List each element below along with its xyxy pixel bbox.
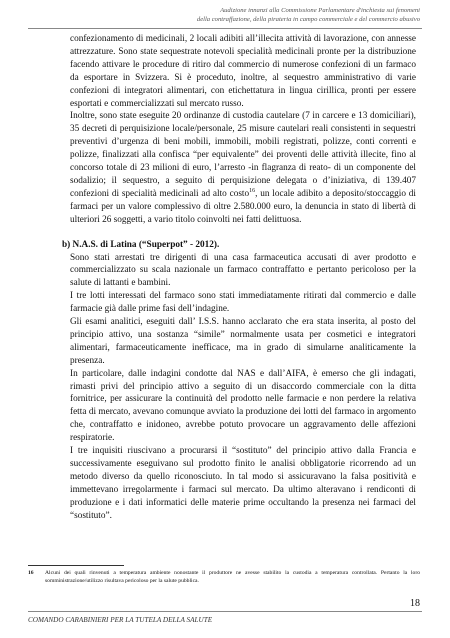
- footnote-number: 16: [28, 570, 34, 576]
- body-text: [62, 33, 416, 523]
- paragraph: In particolare, dalle indagini condotte dal NAS e dall’AIFA, è emerso che gli indagati, rimasti privi del principio attivo a seguito di un disaccordo commerciale con la ditta fornitrice, per assicurare la continuità del prodotto nelle farmacie e non perdere la relativa fetta di mercato, avevano comunque avviato la produzione dei lotti del farmaco in argomento che, contraffatto e inidoneo, avrebbe potuto provocare un aggravamento delle affezioni respiratorie.: [70, 368, 416, 444]
- paragraph: I tre lotti interessati del farmaco sono stati immediatamente ritirati dal commercio e dalle farmacie già dalle prime fasi dell’indagine.: [70, 291, 416, 315]
- paragraph: confezionamento di medicinali, 2 locali adibiti all’illecita attività di lavorazione, con annesse attrezzature. Sono state sequestrate notevoli specialità medicinali pronte per la distribuzione facendo attivare le procedure di ritiro dal commercio di numerose confezioni di un farmaco da esportare in Svizzera. Si è proceduto, inoltre, al sequestro amministrativo di varie confezioni di integratori alimentari, con etichettatura in lingua cirillica, pronti per essere esportati e commercializzati sul mercato russo.: [70, 34, 416, 109]
- paragraph: Sono stati arrestati tre dirigenti di una casa farmaceutica accusati di aver prodotto e commercializzato su scala nazionale un farmaco contraffatto e pertanto pericoloso per la salute di lattanti e bambini.: [70, 252, 416, 289]
- footnote: [28, 569, 420, 585]
- running-header: [40, 6, 420, 24]
- footnote-reference[interactable]: 16: [249, 187, 256, 194]
- footnote-divider: [28, 565, 124, 566]
- paragraph: [70, 110, 416, 226]
- header-line-1: Audizione innanzi alla Commissione Parlamentare d'inchiesta sui fenomeni: [220, 7, 420, 14]
- paragraph-text: , un locale adibito a deposito/stoccaggio di farmaci per un valore complessivo di oltre 2.580.000 euro, la denuncia in stato di libertà di ulteriori 26 soggetti, a vario titolo coinvolti nei fatti delittuosa.: [70, 188, 416, 225]
- header-divider: [28, 28, 422, 29]
- paragraph: I tre inquisiti riuscivano a procurarsi il “sostituto” del principio attivo dalla Francia e successivamente eseguivano sul prodotto finito le analisi obbligatorie ricorrendo ad un metodo diverso da quello riconosciuto. In tal modo si assicuravano la falsa positività e immettevano irregolarmente i farmaci sul mercato. Da ultimo alteravano i rendiconti di produzione e i dati informatici delle materie prime occultando la presenza nei farmaci del “sostituto”.: [70, 446, 416, 521]
- footnote-text: Alcuni dei quali rinvenuti a temperatura ambiente nonostante il produttore ne avesse stabilito la custodia a temperatura controllata. Pertanto la loro somministrazione/utilizzo risultava pericoloso per la salute pubblica.: [45, 570, 420, 584]
- footer-divider: [28, 611, 422, 612]
- page-number: 18: [410, 598, 420, 609]
- header-line-2: della contraffazione, della pirateria in campo commerciale e del commercio abusivo: [196, 16, 420, 23]
- section-heading: b) N.A.S. di Latina (“Superpot” - 2012).: [62, 239, 220, 250]
- paragraph-text: Inoltre, sono state eseguite 20 ordinanze di custodia cautelare (7 in carcere e 13 domiciliari), 35 decreti di perquisizione locale/personale, 25 misure cautelari reali consistenti in sequestri preventivi d’urgenza di beni mobili, immobili, mobili registrati, polizze, conti correnti e polizze, finalizzati alla confisca “per equivalente” dei proventi delle attività illecite, fino al concorso totale di 23 milioni di euro, l’arresto -in flagranza di reato- di un componente del sodalizio; il sequestro, a seguito di perquisizione delegata o d’iniziativa, di 139.407 confezioni di specialità medicinali ad alto costo: [70, 111, 416, 199]
- paragraph: Gli esami analitici, eseguiti dall’ I.S.S. hanno acclarato che era stata inserita, al posto del principio attivo, una sostanza “simile” normalmente usata per cosmetici e integratori alimentari, farmaceuticamente inefficace, ma in grado di simularne analiticamente la presenza.: [70, 317, 416, 366]
- running-footer: COMANDO CARABINIERI PER LA TUTELA DELLA SALUTE: [28, 616, 213, 624]
